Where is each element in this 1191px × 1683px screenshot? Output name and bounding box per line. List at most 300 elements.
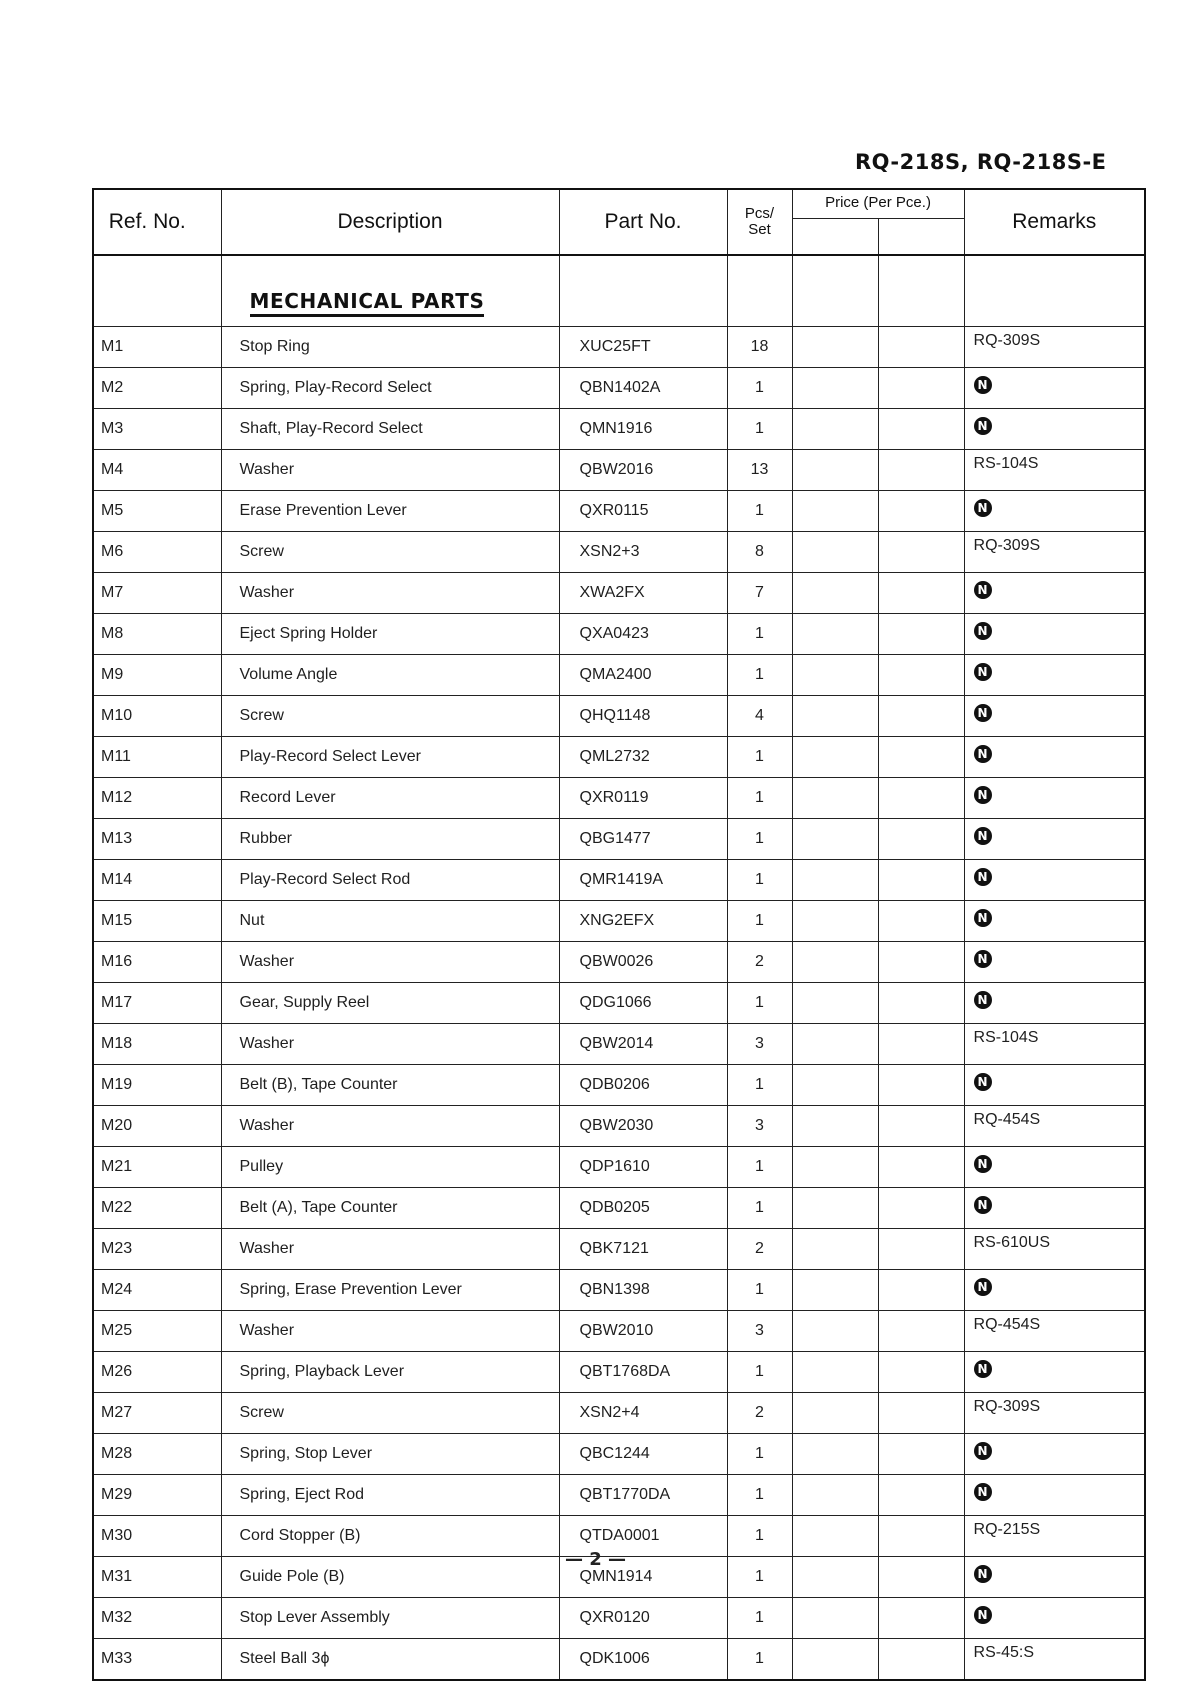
part-no-cell: QDB0206 [559, 1065, 727, 1106]
pcs-set-cell: 2 [727, 1229, 792, 1270]
price-cell [878, 614, 964, 655]
ref-no-cell: M29 [93, 1475, 221, 1516]
part-no-cell: QMR1419A [559, 860, 727, 901]
description-cell: Stop Ring [221, 327, 559, 368]
pcs-set-cell: 3 [727, 1311, 792, 1352]
price-cell [792, 901, 878, 942]
pcs-set-cell: 1 [727, 1475, 792, 1516]
description-cell: Erase Prevention Lever [221, 491, 559, 532]
description-cell: Pulley [221, 1147, 559, 1188]
part-no-cell: QBW2016 [559, 450, 727, 491]
pcs-set-cell: 1 [727, 737, 792, 778]
ref-no-cell: M23 [93, 1229, 221, 1270]
table-row [93, 1639, 1145, 1681]
remarks-cell [964, 1270, 1145, 1311]
pcs-set-cell: 4 [727, 696, 792, 737]
part-no-cell: XNG2EFX [559, 901, 727, 942]
part-no-cell: QHQ1148 [559, 696, 727, 737]
part-no-cell: QBW2030 [559, 1106, 727, 1147]
description-cell: Spring, Stop Lever [221, 1434, 559, 1475]
table-row [93, 573, 1145, 614]
table-row [93, 1188, 1145, 1229]
remarks-cell [964, 1188, 1145, 1229]
part-no-cell: QBW2014 [559, 1024, 727, 1065]
price-cell [878, 1352, 964, 1393]
table-row [93, 1352, 1145, 1393]
ref-no-cell: M11 [93, 737, 221, 778]
price-cell [792, 1229, 878, 1270]
description-cell: Shaft, Play-Record Select [221, 409, 559, 450]
table-row [93, 819, 1145, 860]
new-part-icon: N [974, 581, 992, 599]
table-row [93, 1024, 1145, 1065]
table-row [93, 1229, 1145, 1270]
part-no-cell: QTDA0001 [559, 1516, 727, 1557]
price-cell [878, 1065, 964, 1106]
description-cell: Rubber [221, 819, 559, 860]
price-cell [792, 1434, 878, 1475]
description-cell: Washer [221, 1229, 559, 1270]
section-empty-cell [727, 255, 792, 327]
description-cell: Washer [221, 942, 559, 983]
part-no-cell: QBN1398 [559, 1270, 727, 1311]
ref-no-cell: M16 [93, 942, 221, 983]
part-no-cell: QXR0119 [559, 778, 727, 819]
part-no-cell: QBK7121 [559, 1229, 727, 1270]
remarks-cell: RQ-309S [964, 1393, 1145, 1434]
remarks-cell [964, 573, 1145, 614]
pcs-set-cell: 1 [727, 1516, 792, 1557]
description-cell: Spring, Erase Prevention Lever [221, 1270, 559, 1311]
price-cell [792, 778, 878, 819]
price-cell [792, 1639, 878, 1681]
description-cell: Screw [221, 1393, 559, 1434]
price-cell [878, 655, 964, 696]
table-row [93, 942, 1145, 983]
part-no-cell: QXA0423 [559, 614, 727, 655]
remarks-cell [964, 819, 1145, 860]
new-part-icon: N [974, 827, 992, 845]
new-part-icon: N [974, 499, 992, 517]
remarks-cell [964, 983, 1145, 1024]
header-ref-no: Ref. No. [93, 189, 221, 255]
pcs-set-cell: 18 [727, 327, 792, 368]
description-cell: Gear, Supply Reel [221, 983, 559, 1024]
part-no-cell: QMN1914 [559, 1557, 727, 1598]
part-no-cell: QXR0115 [559, 491, 727, 532]
header-price: Price (Per Pce.) [792, 189, 964, 219]
description-cell: Screw [221, 696, 559, 737]
part-no-cell: XUC25FT [559, 327, 727, 368]
description-cell: Record Lever [221, 778, 559, 819]
price-cell [878, 409, 964, 450]
ref-no-cell: M1 [93, 327, 221, 368]
remarks-cell [964, 1475, 1145, 1516]
header-pcs-set: Pcs/ Set [727, 189, 792, 255]
description-cell: Play-Record Select Lever [221, 737, 559, 778]
price-cell [878, 1393, 964, 1434]
table-row [93, 1434, 1145, 1475]
part-no-cell: QBT1768DA [559, 1352, 727, 1393]
new-part-icon: N [974, 950, 992, 968]
new-part-icon: N [974, 1483, 992, 1501]
ref-no-cell: M3 [93, 409, 221, 450]
new-part-icon: N [974, 1155, 992, 1173]
price-cell [878, 1475, 964, 1516]
ref-no-cell: M4 [93, 450, 221, 491]
price-cell [792, 1352, 878, 1393]
pcs-set-cell: 1 [727, 1598, 792, 1639]
new-part-icon: N [974, 1196, 992, 1214]
description-cell: Volume Angle [221, 655, 559, 696]
price-cell [878, 1434, 964, 1475]
price-cell [878, 532, 964, 573]
table-row [93, 1106, 1145, 1147]
price-cell [878, 450, 964, 491]
new-part-icon: N [974, 1360, 992, 1378]
section-empty-cell [792, 255, 878, 327]
price-cell [878, 327, 964, 368]
description-cell: Guide Pole (B) [221, 1557, 559, 1598]
ref-no-cell: M31 [93, 1557, 221, 1598]
header-price-sub-2 [878, 219, 964, 255]
price-cell [878, 737, 964, 778]
table-row [93, 1270, 1145, 1311]
pcs-set-cell: 1 [727, 1065, 792, 1106]
pcs-set-cell: 13 [727, 450, 792, 491]
price-cell [792, 1393, 878, 1434]
price-cell [878, 1229, 964, 1270]
new-part-icon: N [974, 376, 992, 394]
new-part-icon: N [974, 745, 992, 763]
description-cell: Washer [221, 450, 559, 491]
price-cell [878, 942, 964, 983]
part-no-cell: QBW0026 [559, 942, 727, 983]
ref-no-cell: M2 [93, 368, 221, 409]
price-cell [792, 1106, 878, 1147]
price-cell [792, 655, 878, 696]
pcs-set-cell: 7 [727, 573, 792, 614]
table-row [93, 409, 1145, 450]
description-cell: Washer [221, 1311, 559, 1352]
new-part-icon: N [974, 1606, 992, 1624]
price-cell [878, 573, 964, 614]
price-cell [792, 1065, 878, 1106]
price-cell [878, 819, 964, 860]
pcs-set-cell: 1 [727, 1147, 792, 1188]
new-part-icon: N [974, 991, 992, 1009]
part-no-cell: QBG1477 [559, 819, 727, 860]
remarks-cell [964, 1598, 1145, 1639]
ref-no-cell: M7 [93, 573, 221, 614]
remarks-cell [964, 409, 1145, 450]
pcs-set-cell: 1 [727, 614, 792, 655]
price-cell [792, 1147, 878, 1188]
pcs-set-cell: 1 [727, 1270, 792, 1311]
pcs-set-cell: 1 [727, 409, 792, 450]
table-row [93, 491, 1145, 532]
remarks-cell: RS-610US [964, 1229, 1145, 1270]
ref-no-cell: M10 [93, 696, 221, 737]
description-cell: Belt (B), Tape Counter [221, 1065, 559, 1106]
table-row [93, 983, 1145, 1024]
price-cell [878, 1311, 964, 1352]
price-cell [878, 901, 964, 942]
pcs-set-cell: 1 [727, 368, 792, 409]
price-cell [792, 1311, 878, 1352]
pcs-set-cell: 1 [727, 819, 792, 860]
new-part-icon: N [974, 909, 992, 927]
pcs-set-cell: 1 [727, 655, 792, 696]
part-no-cell: QBC1244 [559, 1434, 727, 1475]
part-no-cell: QDB0205 [559, 1188, 727, 1229]
remarks-cell [964, 1434, 1145, 1475]
remarks-cell [964, 491, 1145, 532]
description-cell: Steel Ball 3ϕ [221, 1639, 559, 1681]
new-part-icon: N [974, 622, 992, 640]
remarks-cell [964, 696, 1145, 737]
table-row [93, 614, 1145, 655]
part-no-cell: QMA2400 [559, 655, 727, 696]
remarks-cell [964, 1352, 1145, 1393]
remarks-cell [964, 1147, 1145, 1188]
table-row [93, 778, 1145, 819]
price-cell [878, 1147, 964, 1188]
remarks-cell: RS-45:S [964, 1639, 1145, 1681]
ref-no-cell: M8 [93, 614, 221, 655]
ref-no-cell: M32 [93, 1598, 221, 1639]
pcs-set-cell: 1 [727, 778, 792, 819]
description-cell: Stop Lever Assembly [221, 1598, 559, 1639]
table-row [93, 1065, 1145, 1106]
price-cell [792, 1475, 878, 1516]
section-ref-cell [93, 255, 221, 327]
price-cell [878, 368, 964, 409]
header-price-sub-1 [792, 219, 878, 255]
remarks-cell [964, 778, 1145, 819]
description-cell: Cord Stopper (B) [221, 1516, 559, 1557]
section-empty-cell [878, 255, 964, 327]
header-description: Description [221, 189, 559, 255]
remarks-cell: RQ-454S [964, 1311, 1145, 1352]
price-cell [792, 696, 878, 737]
ref-no-cell: M27 [93, 1393, 221, 1434]
pcs-set-cell: 3 [727, 1024, 792, 1065]
remarks-cell [964, 942, 1145, 983]
new-part-icon: N [974, 417, 992, 435]
price-cell [878, 696, 964, 737]
part-no-cell: XWA2FX [559, 573, 727, 614]
ref-no-cell: M25 [93, 1311, 221, 1352]
part-no-cell: QBT1770DA [559, 1475, 727, 1516]
pcs-set-cell: 1 [727, 860, 792, 901]
ref-no-cell: M15 [93, 901, 221, 942]
price-cell [878, 860, 964, 901]
description-cell: Nut [221, 901, 559, 942]
price-cell [792, 983, 878, 1024]
header-part-no: Part No. [559, 189, 727, 255]
price-cell [792, 1270, 878, 1311]
table-row [93, 327, 1145, 368]
ref-no-cell: M28 [93, 1434, 221, 1475]
price-cell [878, 778, 964, 819]
pcs-set-cell: 1 [727, 1557, 792, 1598]
header-remarks: Remarks [964, 189, 1145, 255]
table-row [93, 532, 1145, 573]
pcs-set-cell: 2 [727, 1393, 792, 1434]
new-part-icon: N [974, 1073, 992, 1091]
remarks-cell: RQ-215S [964, 1516, 1145, 1557]
price-cell [792, 409, 878, 450]
parts-table [92, 188, 1146, 1681]
parts-table-body [93, 255, 1145, 1680]
model-title: RQ-218S, RQ-218S-E [855, 150, 1107, 174]
new-part-icon: N [974, 663, 992, 681]
part-no-cell: QML2732 [559, 737, 727, 778]
description-cell: Spring, Play-Record Select [221, 368, 559, 409]
new-part-icon: N [974, 1442, 992, 1460]
ref-no-cell: M19 [93, 1065, 221, 1106]
ref-no-cell: M30 [93, 1516, 221, 1557]
new-part-icon: N [974, 868, 992, 886]
remarks-cell [964, 614, 1145, 655]
remarks-cell [964, 1065, 1145, 1106]
price-cell [792, 573, 878, 614]
price-cell [792, 1188, 878, 1229]
part-no-cell: QDP1610 [559, 1147, 727, 1188]
table-row [93, 1393, 1145, 1434]
price-cell [792, 819, 878, 860]
ref-no-cell: M24 [93, 1270, 221, 1311]
section-title-cell [221, 255, 559, 327]
section-title: MECHANICAL PARTS [250, 289, 485, 317]
pcs-set-cell: 1 [727, 1434, 792, 1475]
price-cell [792, 737, 878, 778]
description-cell: Screw [221, 532, 559, 573]
pcs-set-cell: 1 [727, 1188, 792, 1229]
remarks-cell: RQ-309S [964, 327, 1145, 368]
ref-no-cell: M13 [93, 819, 221, 860]
table-row [93, 901, 1145, 942]
table-row [93, 860, 1145, 901]
ref-no-cell: M33 [93, 1639, 221, 1681]
description-cell: Spring, Eject Rod [221, 1475, 559, 1516]
ref-no-cell: M21 [93, 1147, 221, 1188]
pcs-set-cell: 3 [727, 1106, 792, 1147]
table-row [93, 1147, 1145, 1188]
ref-no-cell: M5 [93, 491, 221, 532]
description-cell: Washer [221, 1024, 559, 1065]
table-header-row [93, 189, 1145, 219]
pcs-set-cell: 1 [727, 491, 792, 532]
remarks-cell: RQ-309S [964, 532, 1145, 573]
ref-no-cell: M12 [93, 778, 221, 819]
table-row [93, 696, 1145, 737]
price-cell [792, 614, 878, 655]
description-cell: Belt (A), Tape Counter [221, 1188, 559, 1229]
part-no-cell: XSN2+4 [559, 1393, 727, 1434]
price-cell [792, 368, 878, 409]
pcs-set-cell: 1 [727, 983, 792, 1024]
section-row [93, 255, 1145, 327]
price-cell [792, 1598, 878, 1639]
description-cell: Washer [221, 1106, 559, 1147]
ref-no-cell: M26 [93, 1352, 221, 1393]
price-cell [878, 1598, 964, 1639]
table-row [93, 1311, 1145, 1352]
part-no-cell: QDG1066 [559, 983, 727, 1024]
page-number: — 2 — [564, 1549, 627, 1570]
description-cell: Eject Spring Holder [221, 614, 559, 655]
remarks-cell [964, 860, 1145, 901]
remarks-cell [964, 737, 1145, 778]
new-part-icon: N [974, 786, 992, 804]
price-cell [792, 1024, 878, 1065]
part-no-cell: QBN1402A [559, 368, 727, 409]
price-cell [792, 327, 878, 368]
description-cell: Washer [221, 573, 559, 614]
price-cell [878, 491, 964, 532]
description-cell: Play-Record Select Rod [221, 860, 559, 901]
table-row [93, 655, 1145, 696]
pcs-set-cell: 1 [727, 901, 792, 942]
part-no-cell: QXR0120 [559, 1598, 727, 1639]
remarks-cell [964, 901, 1145, 942]
new-part-icon: N [974, 1565, 992, 1583]
ref-no-cell: M9 [93, 655, 221, 696]
remarks-cell: RS-104S [964, 450, 1145, 491]
part-no-cell: XSN2+3 [559, 532, 727, 573]
ref-no-cell: M18 [93, 1024, 221, 1065]
ref-no-cell: M14 [93, 860, 221, 901]
pcs-set-cell: 2 [727, 942, 792, 983]
remarks-cell [964, 655, 1145, 696]
description-cell: Spring, Playback Lever [221, 1352, 559, 1393]
new-part-icon: N [974, 704, 992, 722]
pcs-set-cell: 1 [727, 1352, 792, 1393]
table-row [93, 1598, 1145, 1639]
price-cell [878, 1188, 964, 1229]
table-row [93, 450, 1145, 491]
ref-no-cell: M6 [93, 532, 221, 573]
price-cell [878, 1270, 964, 1311]
table-row [93, 368, 1145, 409]
pcs-set-cell: 1 [727, 1639, 792, 1681]
table-row [93, 737, 1145, 778]
remarks-cell: RQ-454S [964, 1106, 1145, 1147]
new-part-icon: N [974, 1278, 992, 1296]
section-empty-cell [559, 255, 727, 327]
section-empty-cell [964, 255, 1145, 327]
price-cell [878, 1024, 964, 1065]
price-cell [878, 983, 964, 1024]
remarks-cell [964, 368, 1145, 409]
table-row [93, 1475, 1145, 1516]
ref-no-cell: M22 [93, 1188, 221, 1229]
price-cell [792, 532, 878, 573]
pcs-set-cell: 8 [727, 532, 792, 573]
ref-no-cell: M20 [93, 1106, 221, 1147]
price-cell [878, 1639, 964, 1681]
remarks-cell: RS-104S [964, 1024, 1145, 1065]
part-no-cell: QDK1006 [559, 1639, 727, 1681]
part-no-cell: QMN1916 [559, 409, 727, 450]
price-cell [792, 942, 878, 983]
price-cell [792, 450, 878, 491]
price-cell [878, 1106, 964, 1147]
price-cell [792, 491, 878, 532]
part-no-cell: QBW2010 [559, 1311, 727, 1352]
